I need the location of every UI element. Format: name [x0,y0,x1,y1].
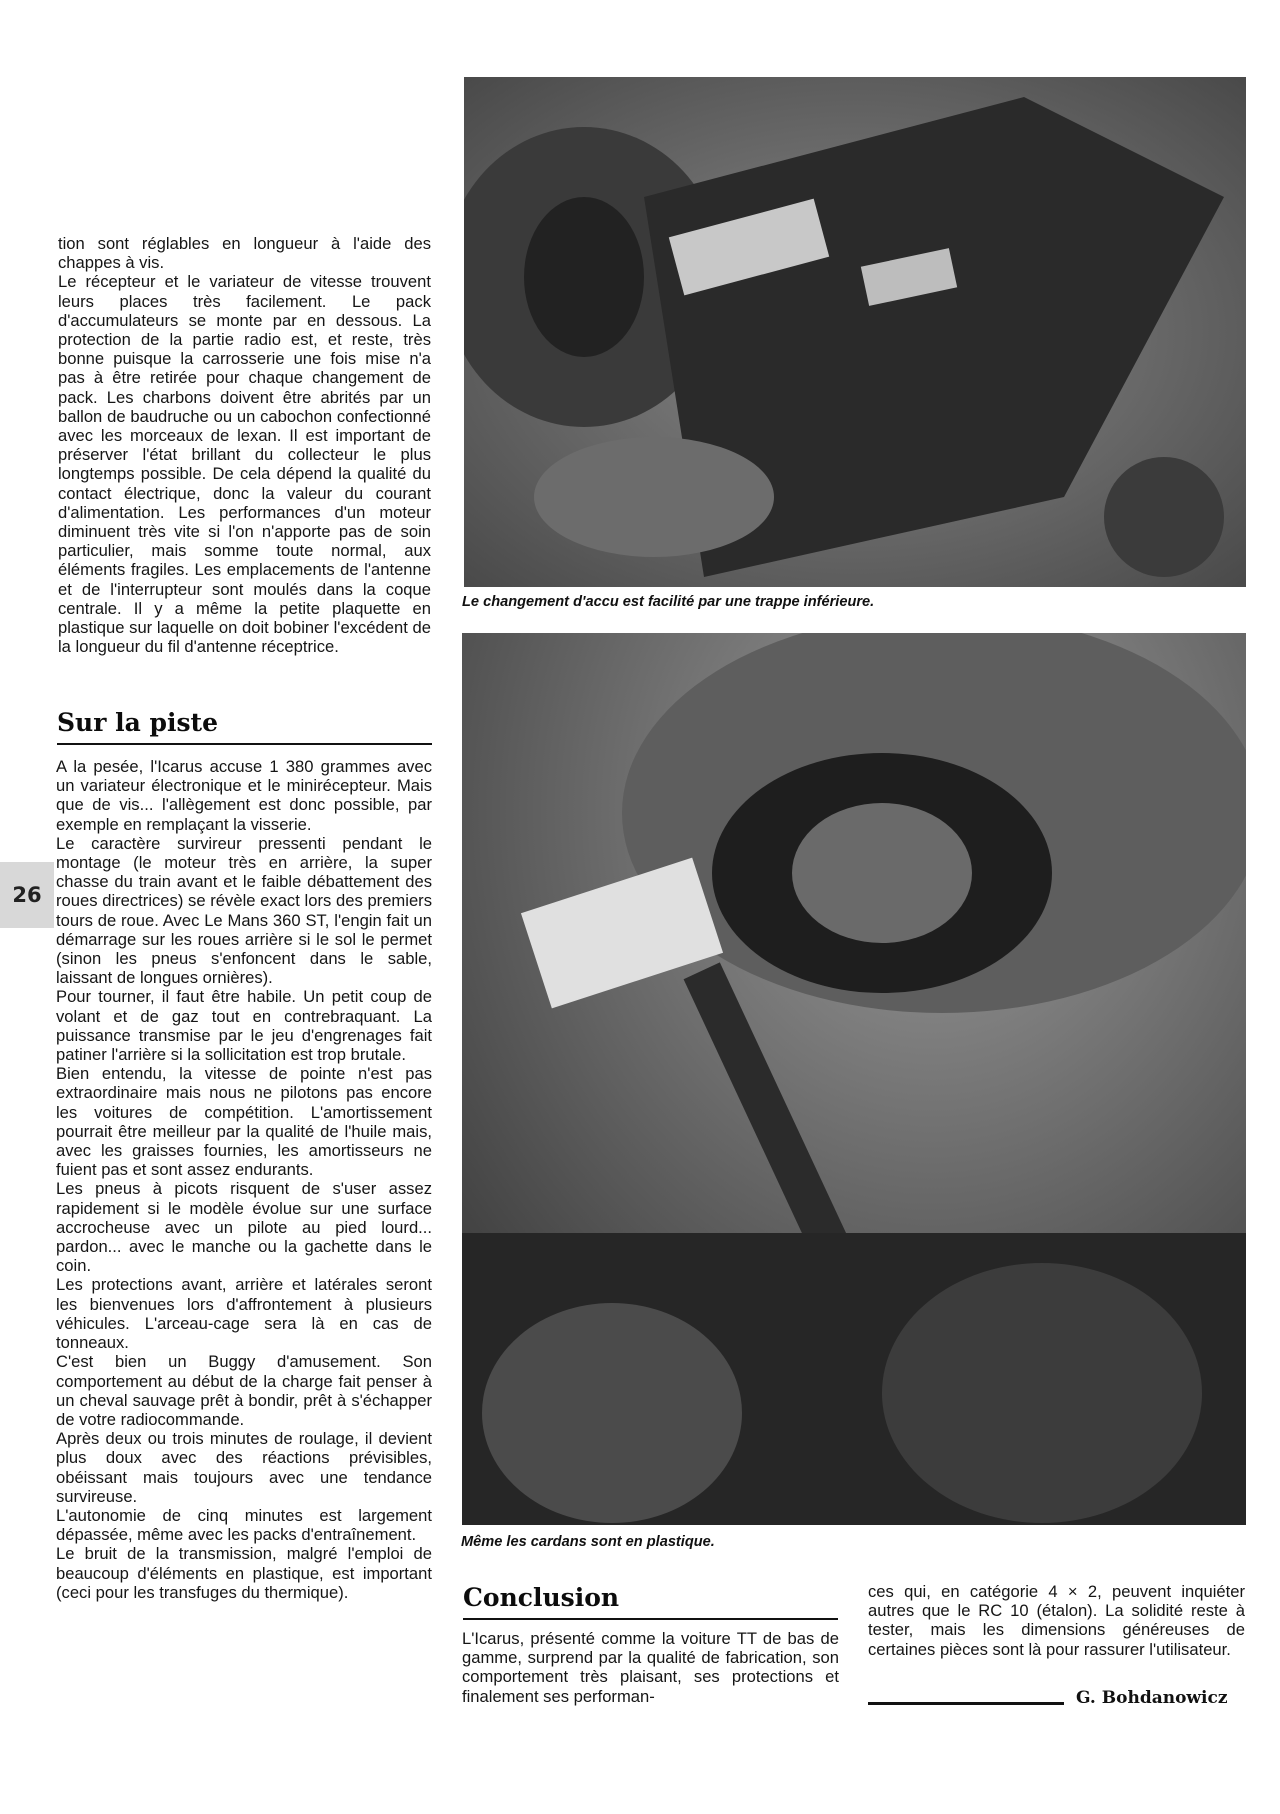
page-number: 26 [0,862,54,928]
photo1-caption: Le changement d'accu est facilité par une trappe inférieure. [462,594,875,610]
paragraph: C'est bien un Buggy d'amusement. Son comportement au début de la charge fait penser à un cheval sauvage prêt à bondir, prêt à s'échapper de votre radiocommande. [56,1352,432,1429]
paragraph: ces qui, en catégorie 4 × 2, peuvent inquiéter autres que le RC 10 (étalon). La solidité reste à tester, mais les dimensions généreuses de certaines pièces sont là pour rassurer l'utilisateur. [868,1582,1245,1659]
paragraph: Bien entendu, la vitesse de pointe n'est pas extraordinaire mais nous ne pilotons pas encore les voitures de compétition. L'amortissement pourrait être meilleur par la qualité de l'huile mais, avec les graisses fournies, les amortisseurs ne fuient pas et sont assez endurants. [56,1064,432,1180]
conclusion-text-col2 [868,1582,1245,1659]
paragraph: L'Icarus, présenté comme la voiture TT de bas de gamme, surprend par la qualité de fabrication, son comportement très plaisant, ses protections et finalement ses performan- [462,1629,839,1706]
photo2-caption: Même les cardans sont en plastique. [461,1534,715,1550]
section-piste-text [56,757,432,1602]
paragraph: Pour tourner, il faut être habile. Un petit coup de volant et de gaz tout en contrebraquant. La puissance transmise par le jeu d'engrenages fait patiner l'arrière si la sollicitation est trop brutale. [56,987,432,1065]
author-signature: G. Bohdanowicz [1076,1688,1228,1708]
photo-chassis-underside [464,77,1246,587]
paragraph: Les pneus à picots risquent de s'user assez rapidement si le modèle évolue sur une surface accrocheuse avec un pilote au pied lourd... pardon... avec le manche ou la gachette dans le coin. [56,1179,432,1276]
photo-cardans [462,633,1246,1525]
column1-text [58,234,431,656]
paragraph: Les protections avant, arrière et latérales seront les bienvenues lors d'affrontement à plusieurs véhicules. L'arceau-cage sera là en cas de tonneaux. [56,1275,432,1353]
paragraph: tion sont réglables en longueur à l'aide des chappes à vis. [58,234,431,273]
paragraph: Après deux ou trois minutes de roulage, il devient plus doux avec des réactions prévisibles, obéissant mais toujours avec une tendance survireuse. [56,1429,432,1506]
paragraph: Le récepteur et le variateur de vitesse trouvent leurs places très facilement. Le pack d'accumulateurs se monte par en dessous. La protection de la partie radio est, et reste, très bonne puisque la carrosserie une fois mise n'a pas à être retirée pour chaque changement de pack. Les charbons doivent être abrités par un ballon de baudruche ou un cabochon confectionné avec les morceaux de lexan. Il est important de préserver l'état brillant du collecteur le plus longtemps possible. De cela dépend la qualité du contact électrique, donc la valeur du courant d'alimentation. Les performances d'un moteur diminuent très vite si l'on n'apporte pas de soin particulier, mais somme toute normal, aux éléments fragiles. Les emplacements de l'antenne et de l'interrupteur sont moulés dans la coque centrale. Il y a même la petite plaquette en plastique sur laquelle on doit bobiner l'excédent de la longueur du fil d'antenne réceptrice. [58,272,431,657]
section-heading-conclusion: Conclusion [463,1583,838,1620]
paragraph: A la pesée, l'Icarus accuse 1 380 grammes avec un variateur électronique et le minirécepteur. Mais que de vis... l'allègement est donc possible, par exemple en remplaçant la visserie. [56,757,432,834]
conclusion-text-col1 [462,1629,839,1706]
section-heading-sur-la-piste: Sur la piste [57,708,432,745]
paragraph: Le caractère survireur pressenti pendant le montage (le moteur très en arrière, la super chasse du train avant et le faible débattement des roues directrices) se révèle exact lors des premiers tours de roue. Avec Le Mans 360 ST, l'engin fait un démarrage sur les roues arrière si le sol le permet (sinon les pneus s'enfoncent dans le sable, laissant de longues ornières). [56,833,432,988]
paragraph: Le bruit de la transmission, malgré l'emploi de beaucoup d'éléments en plastique, est important (ceci pour les transfuges du thermique). [56,1544,432,1602]
paragraph: L'autonomie de cinq minutes est largement dépassée, même avec les packs d'entraînement. [56,1505,432,1545]
signature-rule [868,1702,1064,1705]
